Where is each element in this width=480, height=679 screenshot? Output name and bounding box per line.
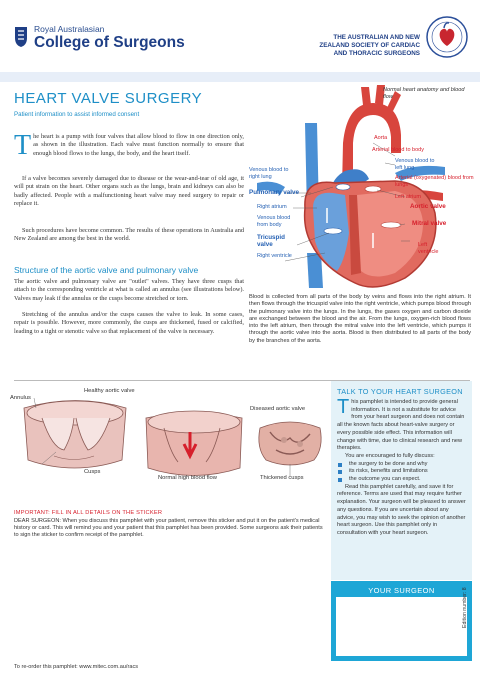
diseased-valve-drawing: [259, 422, 321, 465]
society-line: AND THORACIC SURGEONS: [333, 50, 420, 57]
label-tricuspid-valve: Tricuspid valve: [257, 234, 285, 248]
talk-box: [331, 381, 472, 580]
talk-paragraph: You are encouraged to fully discuss:: [345, 452, 435, 459]
edition-number: Edition number: 8: [462, 587, 468, 628]
heart-caption: Blood is collected from all parts of the body by veins and flows into the right atrium. It then flows through the tricuspid valve into the right ventricle, which pumps blood through the pulmonary valve into the lungs. In the lungs, the gases oxygen and carbon dioxide are exchanged between the blood and the air. From the lungs, oxygen-rich blood flows into the left atrium, then through the mitral valve into the left ventricle, which pumps it through the aortic valve into the aorta. Blood is then distributed to all parts of the body by the branches of the aorta.: [249, 294, 471, 344]
surgeon-details-area[interactable]: [336, 597, 467, 656]
list-item: the outcome you can expect.: [337, 476, 467, 484]
header-banner: [0, 72, 480, 82]
talk-paragraph: [337, 396, 467, 453]
section-heading: Structure of the aortic valve and pulmonary valve: [14, 265, 199, 275]
label-venous-right-lung: Venous blood to right lung: [249, 167, 289, 180]
talk-list: [337, 461, 467, 484]
anatomy-note: Normal heart anatomy and blood flow: [383, 87, 465, 100]
page-title: HEART VALVE SURGERY: [14, 90, 203, 107]
page-subtitle: Patient information to assist informed consent: [14, 111, 140, 118]
label-thickened-cusps: Thickened cusps: [260, 475, 304, 481]
label-venous-left-lung: Venous blood to left lung: [395, 158, 435, 171]
talk-text: his pamphlet is intended to provide general information. It is not a substitute for advice from your heart surgeon and does not contain all the known facts about heart-valve surgery or every possible side effect. This information will change with time, due to clinical research and new therapies.: [337, 399, 465, 452]
society-name: [260, 34, 420, 58]
society-seal-icon: [426, 16, 468, 58]
society-line: THE AUSTRALIAN AND NEW: [333, 34, 420, 41]
org-name-small: Royal Australasian: [34, 24, 105, 34]
label-aortic-valve: Aortic valve: [410, 203, 446, 210]
body-paragraph: If a valve becomes severely damaged due to disease or the wear-and-tear of old age, it will put strain on the heart. Other organs such as the lungs, brain and kidneys can also be badly affected. People with a malfunctioning heart valve may need surgery to repair or replace it.: [14, 175, 244, 207]
label-pulmonary-valve: Pulmonary valve: [249, 189, 300, 196]
label-normal-flow: Normal high blood flow: [158, 475, 217, 481]
label-right-atrium: Right atrium: [257, 204, 287, 210]
sticker-heading: IMPORTANT: FILL IN ALL DETAILS ON THE STICKER: [14, 510, 163, 516]
talk-heading: TALK TO YOUR HEART SURGEON: [337, 387, 463, 396]
healthy-valve-drawing: [24, 401, 126, 469]
label-left-atrium: Left atrium: [395, 194, 421, 200]
drop-cap: T: [337, 396, 350, 418]
list-item: its risks, benefits and limitations: [337, 468, 467, 476]
sticker-text: DEAR SURGEON: When you discuss this pamphlet with your patient, remove this sticker and put it on the patient's medical history or card. This will remind you and your patient that this pamphlet has been provided. Some surgeons ask their patients to sign the sticker to confirm receipt of the pamphlet.: [14, 518, 323, 538]
shield-icon: [14, 26, 28, 48]
label-aorta: Aorta: [374, 135, 388, 141]
label-healthy-valve: Healthy aortic valve: [84, 388, 135, 394]
your-surgeon-box: [331, 581, 472, 661]
your-surgeon-title: YOUR SURGEON: [368, 586, 435, 595]
label-arterial-lungs: Arterial (oxygenated) blood from lungs: [395, 175, 474, 188]
racs-logo: [14, 24, 184, 58]
label-annulus: Annulus: [10, 395, 31, 401]
label-right-ventricle: Right ventricle: [257, 253, 292, 259]
sticker-notice: [14, 510, 324, 539]
talk-paragraph: Read this pamphlet carefully, and save it for reference. Terms are used that may require further explanation. Your surgeon will be pleased to answer any questions. If you are uncertain about any advice, you may wish to seek the opinion of another heart surgeon. Use this pamphlet only in consultation with your heart surgeon.: [337, 483, 466, 536]
intro-paragraph: [14, 130, 244, 161]
heart-diagram: [245, 83, 477, 293]
label-cusps: Cusps: [84, 469, 101, 475]
body-paragraph: Such procedures have become common. The results of these operations in Australia and New Zealand are among the best in the world.: [14, 227, 244, 243]
label-mitral-valve: Mitral valve: [412, 220, 447, 227]
label-arterial-body: Arterial blood to body: [372, 147, 424, 153]
org-name-big: College of Surgeons: [34, 34, 185, 51]
label-left-ventricle: Left ventricle: [418, 242, 439, 255]
body-paragraph: The aortic valve and pulmonary valve are "outlet" valves. They have three cusps that attach to the corresponding ventricle at what is called an annulus (see illustrations below). Valves may leak if the annulus or the cusps become stretched or torn.: [14, 278, 244, 302]
valve-illustrations: [10, 388, 339, 488]
society-line: ZEALAND SOCIETY OF CARDIAC: [319, 42, 420, 49]
valve-drawings: [14, 388, 339, 488]
flow-valve-drawing: [146, 411, 242, 476]
talk-body: [337, 396, 467, 538]
drop-cap: T: [14, 130, 32, 161]
reorder-footer: To re-order this pamphlet: www.mitec.com.au/racs: [14, 664, 139, 670]
list-item: the surgery to be done and why: [337, 461, 467, 469]
heart-illustration: [245, 83, 477, 293]
body-paragraph: Stretching of the annulus and/or the cusps causes the valve to leak. In some cases, repair is possible. However, more commonly, the cusps are thickened, fused or calcified, leading to a tight or stenotic valve so that replacement of the valve is necessary.: [14, 311, 244, 335]
label-diseased-valve: Diseased aortic valve: [250, 406, 306, 412]
intro-text: he heart is a pump with four valves that allow blood to flow in one direction only, as shown in the illustration. Each valve must function normally to ensure that enough blood flows to the lungs, the body, and the heart itself.: [33, 133, 244, 157]
label-venous-from-body: Venous blood from body: [257, 215, 291, 228]
